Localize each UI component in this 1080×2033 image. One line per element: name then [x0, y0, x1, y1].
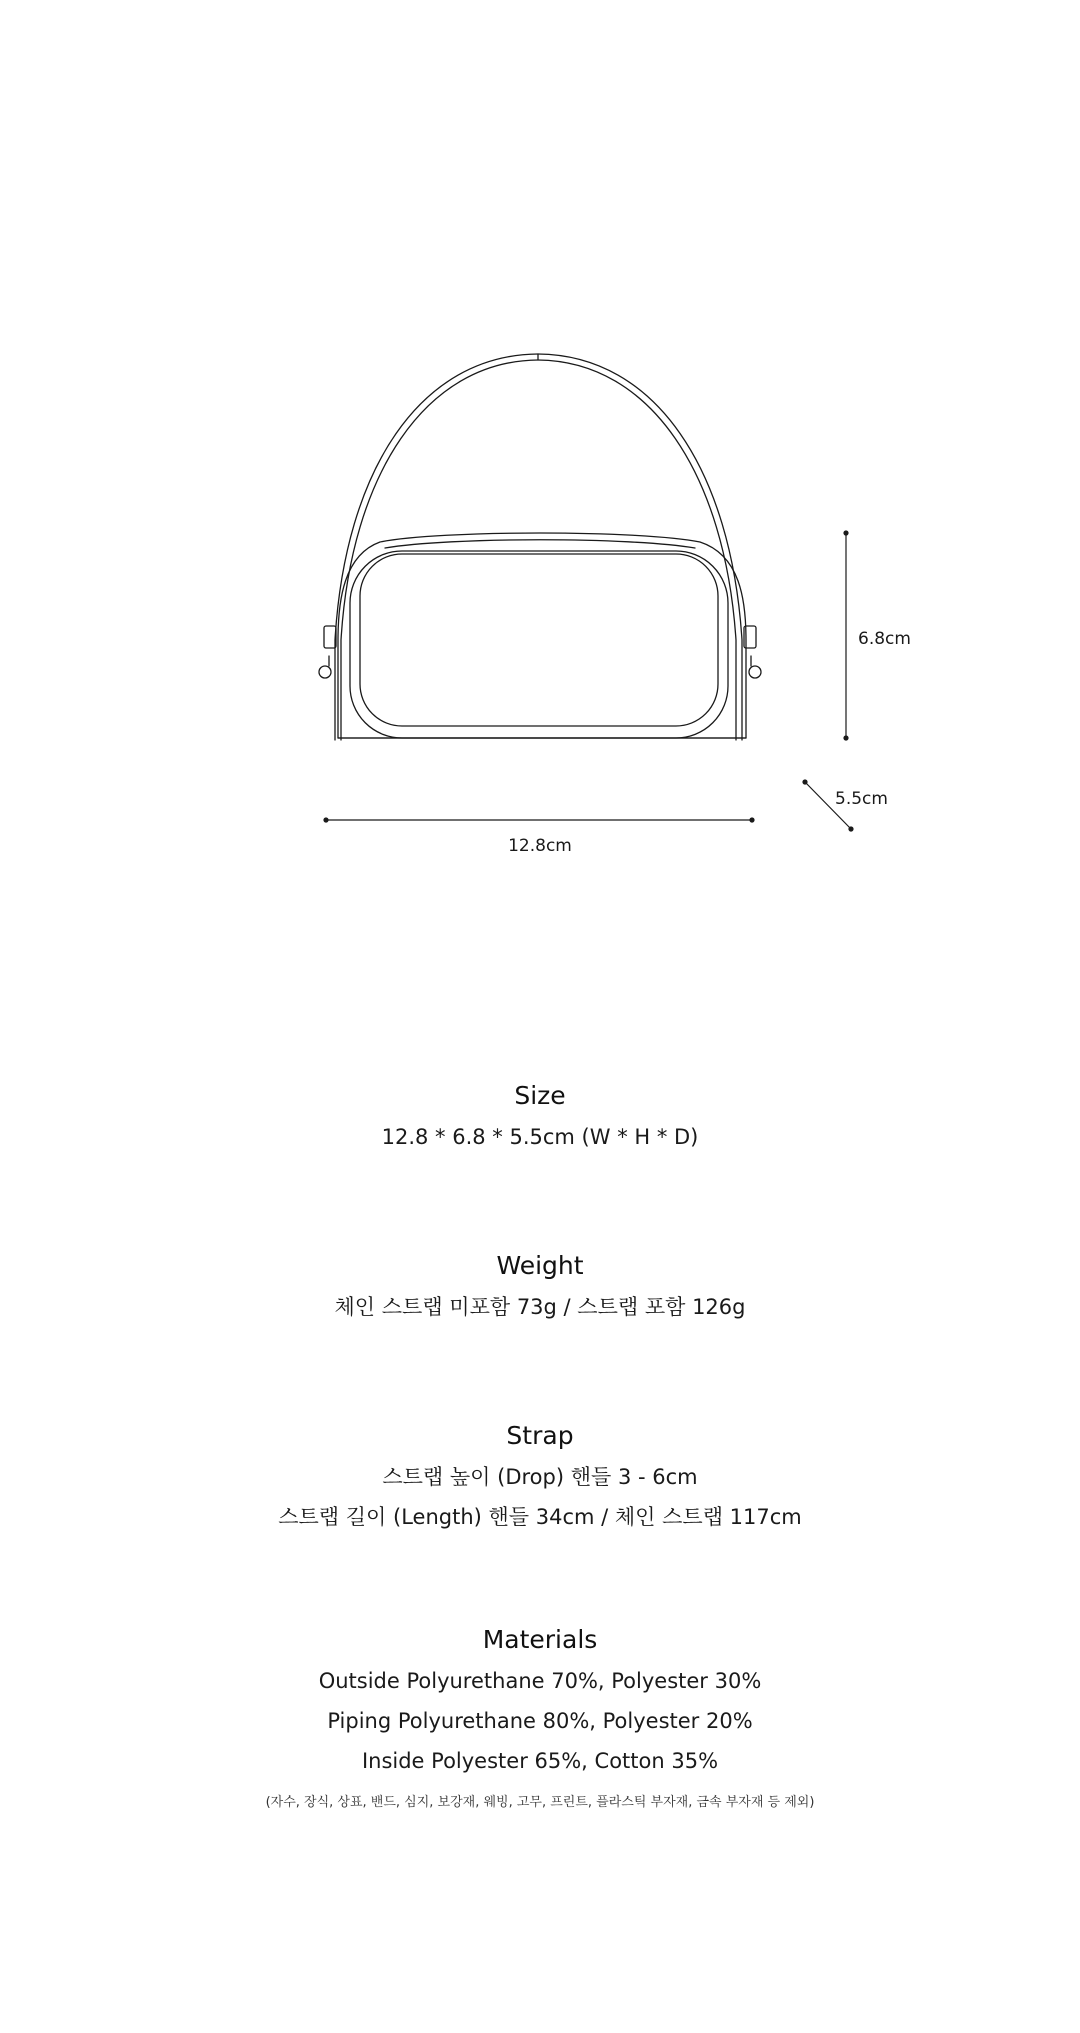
bag-front-piping — [350, 551, 728, 738]
weight-value: 체인 스트랩 미포함 73g / 스트랩 포함 126g — [334, 1295, 746, 1319]
materials-piping: Piping Polyurethane 80%, Polyester 20% — [327, 1709, 753, 1733]
materials-outside: Outside Polyurethane 70%, Polyester 30% — [318, 1669, 762, 1693]
bag-technical-drawing — [0, 0, 1080, 900]
height-dimension-label: 6.8cm — [858, 629, 911, 649]
weight-title: Weight — [496, 1251, 584, 1280]
left-strap-ring — [319, 666, 331, 678]
left-strap-tab — [324, 626, 336, 648]
size-section — [0, 1075, 1080, 1157]
bag-handle-outer — [335, 354, 742, 740]
right-strap-ring — [749, 666, 761, 678]
materials-inside: Inside Polyester 65%, Cotton 35% — [361, 1749, 719, 1773]
size-title: Size — [514, 1081, 566, 1110]
bag-line-illustration — [0, 0, 1080, 900]
strap-length: 스트랩 길이 (Length) 핸들 34cm / 체인 스트랩 117cm — [278, 1505, 802, 1529]
strap-drop: 스트랩 높이 (Drop) 핸들 3 - 6cm — [382, 1465, 698, 1489]
strap-section — [0, 1415, 1080, 1537]
materials-section — [0, 1619, 1080, 1826]
width-dimension-label: 12.8cm — [508, 836, 572, 856]
strap-title: Strap — [506, 1421, 574, 1450]
materials-title: Materials — [482, 1625, 598, 1654]
bag-body-outer — [338, 533, 746, 738]
depth-dimension-label: 5.5cm — [835, 789, 888, 809]
bag-front-panel — [360, 554, 718, 726]
bag-handle-inner — [341, 360, 736, 740]
size-value: 12.8 * 6.8 * 5.5cm (W * H * D) — [381, 1125, 699, 1149]
bag-top-ridge — [385, 540, 695, 548]
weight-section — [0, 1245, 1080, 1327]
materials-exclusion-note: (자수, 장식, 상표, 밴드, 심지, 보강재, 웨빙, 고무, 프린트, 플라스틱 부자재, 금속 부자재 등 제외) — [265, 1795, 815, 1810]
